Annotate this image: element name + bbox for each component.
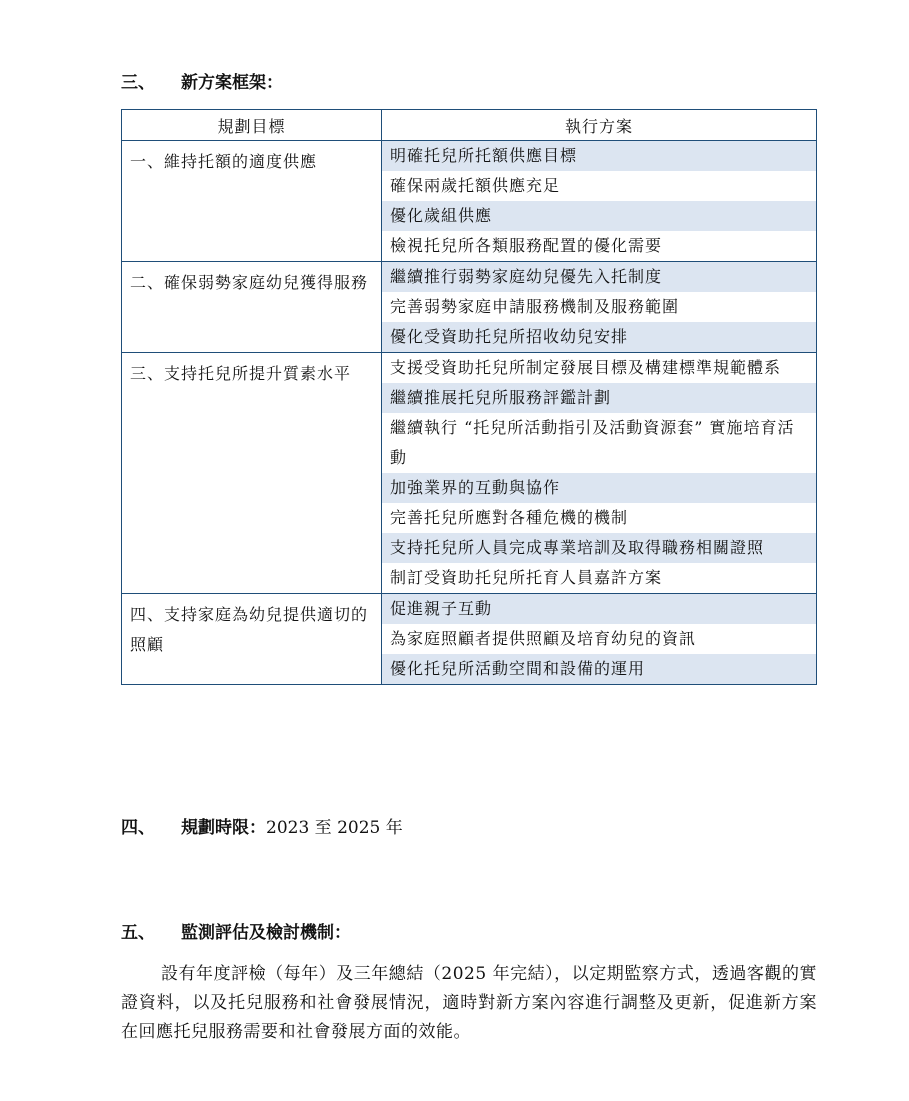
action-item: 為家庭照顧者提供照顧及培育幼兒的資訊 — [390, 629, 697, 648]
action-item: 優化托兒所活動空間和設備的運用 — [382, 654, 816, 684]
action-item: 繼續執行 “托兒所活動指引及活動資源套” 實施培育活動 — [390, 418, 795, 467]
header-plan: 執行方案 — [382, 110, 817, 141]
action-item: 優化歲組供應 — [382, 201, 816, 231]
planning-period-value: 2023 至 2025 年 — [266, 818, 403, 838]
section-4-title: 規劃時限： — [181, 818, 266, 838]
section-5-heading — [121, 918, 351, 943]
action-item: 促進親子互動 — [382, 594, 816, 624]
table-row — [122, 262, 817, 353]
goal-cell: 四、支持家庭為幼兒提供適切的照顧 — [122, 594, 382, 685]
goal-cell: 三、支持托兒所提升質素水平 — [122, 353, 382, 594]
action-item: 加強業界的互動與協作 — [382, 473, 816, 503]
goal-cell: 二、確保弱勢家庭幼兒獲得服務 — [122, 262, 382, 353]
header-goal: 規劃目標 — [122, 110, 382, 141]
action-item: 支援受資助托兒所制定發展目標及構建標準規範體系 — [390, 358, 782, 377]
goal-cell: 一、維持托額的適度供應 — [122, 141, 382, 262]
action-item: 支持托兒所人員完成專業培訓及取得職務相關證照 — [382, 533, 816, 563]
action-item: 繼續推行弱勢家庭幼兒優先入托制度 — [382, 262, 816, 292]
table-header-row — [122, 110, 817, 141]
section-4-number: 四、 — [121, 818, 155, 838]
framework-table — [121, 109, 817, 685]
section-5-number: 五、 — [121, 923, 155, 943]
section-3-number: 三、 — [121, 73, 155, 93]
actions-cell — [382, 141, 817, 262]
section-5-paragraph: 設有年度評檢（每年）及三年總結（2025 年完結），以定期監察方式，透過客觀的實證資料，以及托兒服務和社會發展情況，適時對新方案內容進行調整及更新，促進新方案在回應托兒服務需要和社會發展方面的效能。 — [121, 964, 817, 1042]
action-item: 繼續推展托兒所服務評鑑計劃 — [382, 383, 816, 413]
section-5-title: 監測評估及檢討機制： — [181, 923, 351, 943]
action-item: 完善托兒所應對各種危機的機制 — [390, 508, 629, 527]
section-3-title: 新方案框架： — [181, 73, 283, 93]
table-row — [122, 594, 817, 685]
actions-cell — [382, 353, 817, 594]
action-item: 完善弱勢家庭申請服務機制及服務範圍 — [390, 297, 680, 316]
section-4-heading — [121, 813, 403, 838]
actions-cell — [382, 594, 817, 685]
action-item: 優化受資助托兒所招收幼兒安排 — [382, 322, 816, 352]
action-item: 檢視托兒所各類服務配置的優化需要 — [390, 236, 663, 255]
table-row — [122, 141, 817, 262]
table-row — [122, 353, 817, 594]
action-item: 明確托兒所托額供應目標 — [382, 141, 816, 171]
action-item: 確保兩歲托額供應充足 — [390, 176, 561, 195]
action-item: 制訂受資助托兒所托育人員嘉許方案 — [390, 568, 663, 587]
actions-cell — [382, 262, 817, 353]
section-3-heading — [121, 68, 283, 93]
